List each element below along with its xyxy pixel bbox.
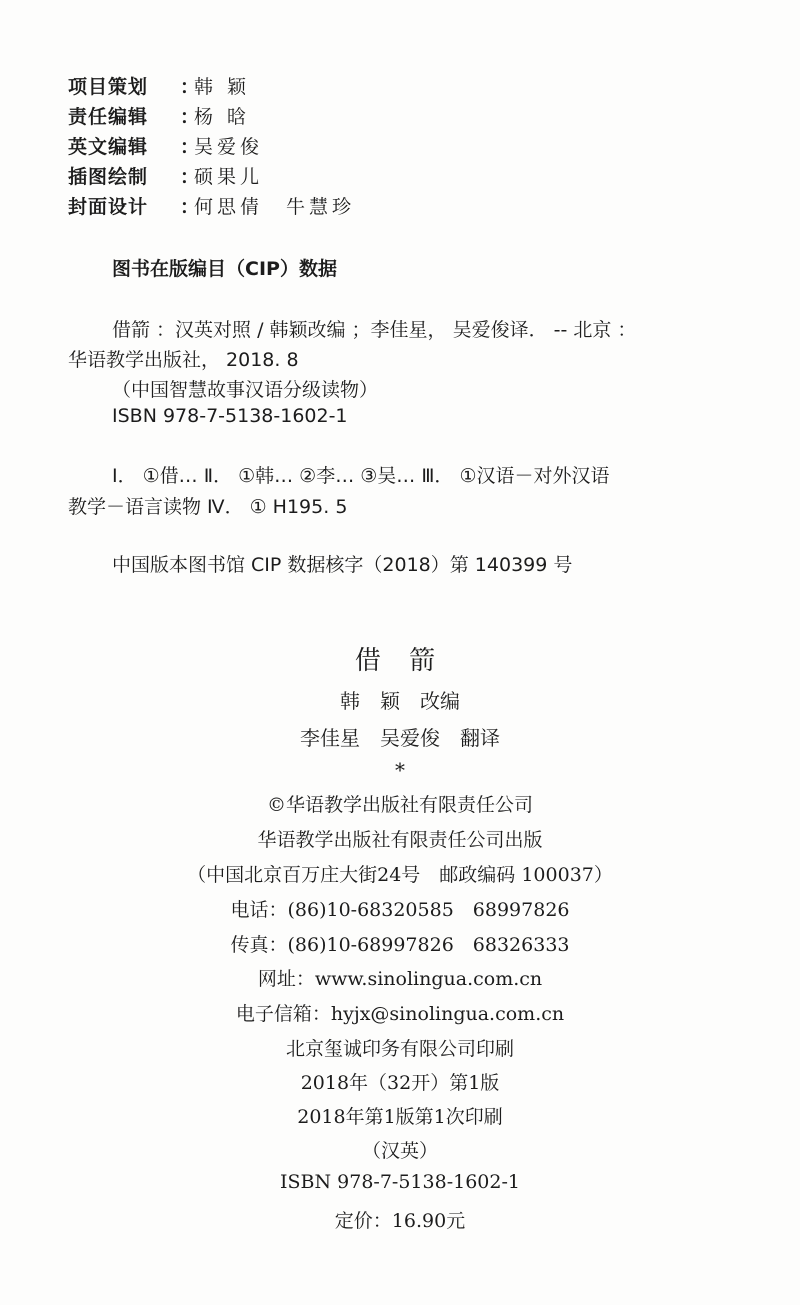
- edition-line: 2018年（32开）第1版: [300, 1072, 500, 1094]
- credit-colon: ：: [180, 196, 200, 218]
- credit-row-editor: [68, 102, 355, 132]
- credit-label: 封面设计: [68, 196, 149, 218]
- printer-line: 北京玺诚印务有限公司印刷: [285, 1038, 514, 1060]
- email-line: 电子信箱：hyjx@sinolingua.com.cn: [235, 1003, 565, 1025]
- credit-label: 英文编辑: [68, 136, 149, 158]
- isbn-line: ISBN 978-7-5138-1602-1: [280, 1171, 520, 1193]
- website-line: 网址：www.sinolingua.com.cn: [257, 968, 543, 990]
- cip-heading: 图书在版编目（CIP）数据: [112, 258, 337, 280]
- language-line: （汉英）: [361, 1140, 438, 1162]
- book-title: 借 箭: [354, 646, 446, 676]
- credit-row-cover-design: [68, 192, 355, 222]
- cip-line: 教学－语言读物 Ⅳ． ① H195. 5: [68, 496, 348, 518]
- publisher-line: 华语教学出版社有限责任公司出版: [257, 829, 543, 851]
- cip-line: Ⅰ． ①借… Ⅱ． ①韩… ②李… ③吴… Ⅲ． ①汉语－对外汉语: [112, 465, 610, 487]
- phone-line: 电话：(86)10-68320585 68997826: [230, 899, 570, 921]
- separator-star: *: [395, 758, 405, 782]
- translators-line: 李佳星 吴爱俊 翻译: [300, 726, 500, 750]
- credit-colon: ：: [180, 136, 200, 158]
- credit-colon: ：: [180, 166, 200, 188]
- credit-value: 杨 晗: [194, 106, 251, 128]
- cip-line: 借箭 ：汉英对照 / 韩颖改编 ；李佳星， 吴爱俊译． -- 北京 ：: [112, 319, 637, 341]
- credit-label: 责任编辑: [68, 106, 149, 128]
- address-line: （中国北京百万庄大街24号 邮政编码 100037）: [187, 864, 613, 886]
- adapter-line: 韩 颖 改编: [340, 689, 460, 713]
- credit-value: 硕果儿: [194, 166, 264, 188]
- price-line: 定价：16.90元: [334, 1210, 466, 1232]
- cip-line: （中国智慧故事汉语分级读物）: [112, 379, 379, 401]
- copyright-line: ©华语教学出版社有限责任公司: [266, 794, 533, 816]
- cip-line: ISBN 978-7-5138-1602-1: [112, 405, 348, 427]
- printing-line: 2018年第1版第1次印刷: [297, 1106, 503, 1128]
- cip-line: 中国版本图书馆 CIP 数据核字（2018）第 140399 号: [112, 554, 573, 576]
- credit-row-illustrator: [68, 162, 355, 192]
- credit-colon: ：: [180, 76, 200, 98]
- credit-value: 何思倩 牛慧珍: [194, 196, 356, 218]
- credits-block: [68, 72, 355, 222]
- credit-row-planner: [68, 72, 355, 102]
- fax-line: 传真：(86)10-68997826 68326333: [230, 934, 570, 956]
- credit-label: 插图绘制: [68, 166, 149, 188]
- cip-line: 华语教学出版社， 2018. 8: [68, 349, 299, 371]
- credit-label: 项目策划: [68, 76, 149, 98]
- credit-value: 吴爱俊: [194, 136, 264, 158]
- credit-colon: ：: [180, 106, 200, 128]
- credit-value: 韩 颖: [194, 76, 251, 98]
- credit-row-english-editor: [68, 132, 355, 162]
